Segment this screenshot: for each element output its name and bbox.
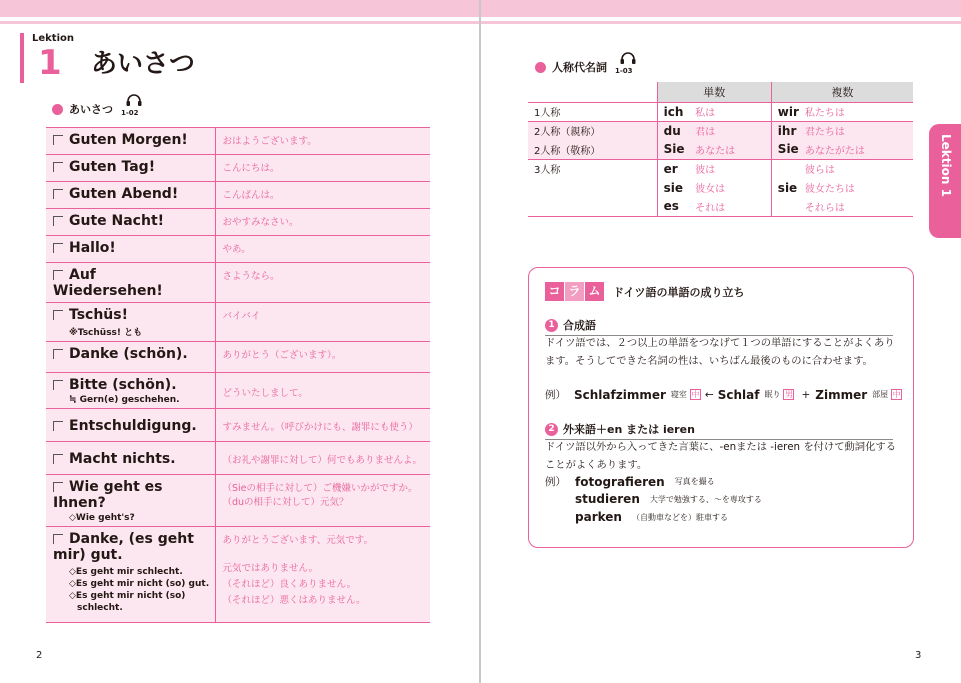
column-text-1: ドイツ語では、２つ以上の単語をつなげて１つの単語にすることがよくあります。そうしてできた名詞の性は、いちばん最後のものに合わせます。 [545, 337, 895, 367]
phrase-de: Tschüs! ※Tschüss! とも [46, 303, 215, 342]
phrase-de: Hallo! [46, 236, 215, 263]
column-subheading-1: 1 合成語 [545, 317, 893, 336]
checkbox-icon[interactable] [53, 310, 63, 320]
table-row [46, 236, 430, 263]
phrase-de: Gute Nacht! [46, 209, 215, 236]
checkbox-icon[interactable] [53, 135, 63, 145]
bullet-dot-icon [52, 104, 63, 115]
phrase-de: Guten Abend! [46, 182, 215, 209]
phrase-ja: こんにちは。 [215, 155, 430, 182]
phrase-de: Auf Wiedersehen! [46, 263, 215, 303]
column-header [545, 282, 744, 301]
checkbox-icon[interactable] [53, 270, 63, 280]
column-label-char: コ [545, 282, 564, 301]
table-row [46, 442, 430, 475]
col-plural: 複数 [771, 82, 913, 102]
table-row: 3人称 er 彼は 彼らは [528, 159, 913, 178]
phrase-ja: やあ。 [215, 236, 430, 263]
phrase-de: Guten Morgen! [46, 128, 215, 155]
checkbox-icon[interactable] [53, 216, 63, 226]
table-row [46, 263, 430, 303]
page-number-left: 2 [36, 650, 43, 661]
phrase-ja: どういたしまして。 [215, 373, 430, 409]
bullet-dot-icon [535, 62, 546, 73]
audio-track-number: 1-03 [615, 67, 633, 75]
table-row: sie 彼女は sie 彼女たちは [528, 178, 913, 197]
side-tab-lektion[interactable] [929, 124, 961, 238]
phrase-de: Entschuldigung. [46, 409, 215, 442]
audio-track[interactable] [615, 54, 641, 80]
page-number-right: 3 [915, 650, 922, 661]
table-row [46, 527, 430, 623]
checkbox-icon[interactable] [53, 162, 63, 172]
checkbox-icon[interactable] [53, 421, 63, 431]
section-title: 人称代名詞 [552, 61, 607, 74]
gender-box: 中 [691, 390, 700, 399]
lektion-number: 1 [38, 43, 62, 83]
table-row [46, 342, 430, 373]
phrase-ja: ありがとう（ございます）。 [215, 342, 430, 373]
phrase-ja: こんばんは。 [215, 182, 430, 209]
column-subheading-2: 2 外来語＋en または ieren [545, 421, 893, 440]
checkbox-icon[interactable] [53, 534, 63, 544]
phrase-ja: おはようございます。 [215, 128, 430, 155]
verb-example: 例） fotografieren 写真を撮る [545, 474, 715, 489]
col-singular: 単数 [657, 82, 771, 102]
pronoun-table [528, 82, 913, 217]
table-row [46, 182, 430, 209]
phrase-ja: （Sieの相手に対して）ご機嫌いかがですか。 （duの相手に対して）元気？ [215, 475, 430, 527]
checkbox-icon[interactable] [53, 243, 63, 253]
left-page [0, 0, 479, 683]
table-header-row [528, 82, 913, 102]
page-title: あいさつ [91, 49, 196, 79]
table-row: 1人称 ich 私は wir 私たちは [528, 102, 913, 121]
phrase-ja: バイバイ [215, 303, 430, 342]
checkbox-icon[interactable] [53, 482, 63, 492]
section-title: あいさつ [69, 103, 113, 116]
number-circle-icon: 2 [545, 423, 558, 436]
verb-example: parken （自動車などを）駐車する [575, 510, 728, 524]
table-row [46, 128, 430, 155]
lektion-label: Lektion [32, 33, 75, 44]
column-text-2: ドイツ語以外から入ってきた言葉に、-enまたは -ieren を付けて動詞化することがよくあります。 [545, 441, 896, 471]
table-row [46, 303, 430, 342]
phrase-ja: ありがとうございます、元気です。 元気ではありません。 （それほど）良くありません。 （それほど）悪くはありません。 [215, 527, 430, 623]
greetings-table [46, 127, 430, 623]
phrase-ja: おやすみなさい。 [215, 209, 430, 236]
checkbox-icon[interactable] [53, 349, 63, 359]
phrase-de: Bitte (schön). ≒ Gern(e) geschehen. [46, 373, 215, 409]
column-label-char: ラ [565, 282, 584, 301]
table-row: 2人称（親称） du 君は ihr 君たちは [528, 121, 913, 140]
gender-box: 男 [784, 390, 793, 399]
gender-box: 中 [892, 390, 901, 399]
checkbox-icon[interactable] [53, 189, 63, 199]
phrase-de: Wie geht es Ihnen? ◇Wie geht's? [46, 475, 215, 527]
lektion-accent-bar [20, 33, 24, 83]
column-title: ドイツ語の単語の成り立ち [613, 285, 745, 299]
column-label-char: ム [585, 282, 604, 301]
verb-example: studieren 大学で勉強する、～を専攻する [575, 492, 762, 506]
audio-track-number: 1-02 [121, 109, 139, 117]
table-row [46, 155, 430, 182]
checkbox-icon[interactable] [53, 454, 63, 464]
phrase-ja: すみません。（呼びかけにも、謝罪にも使う） [215, 409, 430, 442]
phrase-de: Macht nichts. [46, 442, 215, 475]
side-tab-label: Lektion 1 [939, 134, 953, 197]
column-box [528, 267, 914, 548]
phrase-ja: さようなら。 [215, 263, 430, 303]
phrase-de: Danke (schön). [46, 342, 215, 373]
table-row [46, 475, 430, 527]
phrase-de: Guten Tag! [46, 155, 215, 182]
section-heading-greetings [52, 96, 147, 122]
section-heading-pronouns [535, 54, 641, 80]
table-row [46, 209, 430, 236]
table-row: es それは それらは [528, 197, 913, 216]
headphones-icon [619, 51, 637, 65]
table-row [46, 409, 430, 442]
table-row: 2人称（敬称） Sie あなたは Sie あなたがたは [528, 140, 913, 159]
phrase-ja: （お礼や謝罪に対して）何でもありませんよ。 [215, 442, 430, 475]
compound-example: 例） Schlafzimmer 寝室 中 ← Schlaf 眠り 男 + Zimmer 部屋 中 [545, 387, 901, 402]
table-row [46, 373, 430, 409]
audio-track[interactable] [121, 96, 147, 122]
checkbox-icon[interactable] [53, 380, 63, 390]
phrase-de: Danke, (es geht mir) gut. ◇Es geht mir schlecht. ◇Es geht mir nicht (so) gut. ◇Es geht mir nicht (so) schlecht. [46, 527, 215, 623]
headphones-icon [125, 93, 143, 107]
number-circle-icon: 1 [545, 319, 558, 332]
